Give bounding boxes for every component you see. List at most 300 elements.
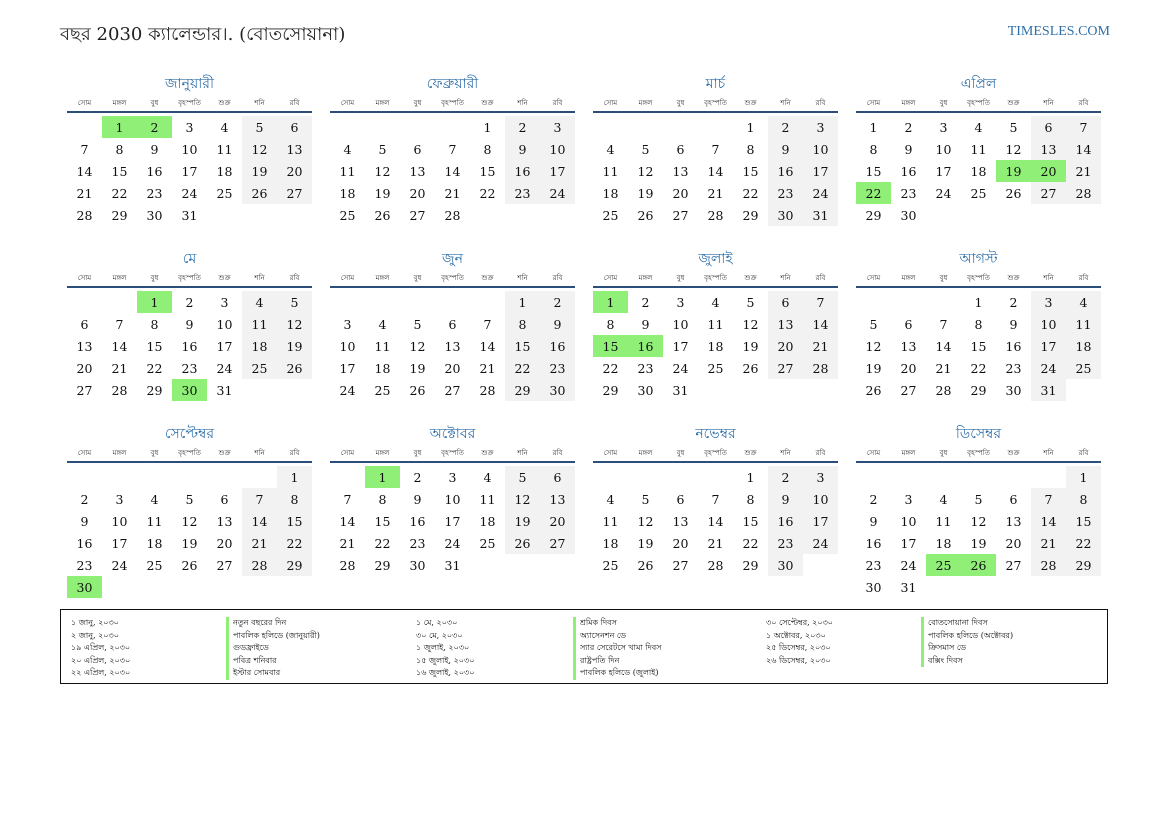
weekday-label: মঙ্গল — [375, 274, 390, 282]
day-cell: 10 — [803, 138, 838, 160]
day-cell: 19 — [637, 535, 654, 551]
day-cell: 29 — [865, 207, 882, 223]
day-cell: 25 — [216, 185, 233, 201]
day-cell: 26 — [374, 207, 391, 223]
day-cell: 31 — [803, 204, 838, 226]
empty-cell — [67, 291, 102, 313]
weekday-label: সোম — [603, 99, 618, 107]
month-block — [856, 425, 1101, 598]
day-cell: 19 — [865, 360, 882, 376]
day-cell: 5 — [505, 466, 540, 488]
weekday-label: শুক্র — [218, 274, 231, 282]
holiday-day-cell: 19 — [996, 160, 1031, 182]
day-cell: 6 — [540, 466, 575, 488]
weekday-label: শুক্র — [218, 449, 231, 457]
empty-cell — [628, 116, 663, 138]
day-cell: 28 — [444, 207, 461, 223]
day-cell: 3 — [904, 491, 913, 507]
day-cell: 15 — [146, 338, 163, 354]
month-name: জুলাই — [698, 251, 733, 267]
day-cell: 19 — [742, 338, 759, 354]
day-cell: 11 — [242, 313, 277, 335]
day-cell: 23 — [768, 532, 803, 554]
day-cell: 8 — [277, 488, 312, 510]
day-cell: 7 — [448, 141, 457, 157]
day-cell: 21 — [111, 360, 128, 376]
day-cell: 28 — [76, 207, 93, 223]
day-cell: 3 — [803, 466, 838, 488]
empty-cell — [102, 291, 137, 313]
weekday-label: বৃহস্পতি — [704, 449, 727, 457]
holiday-date: ৩০ সেপ্টেম্বর, ২০৩০ — [766, 618, 833, 627]
day-cell: 6 — [220, 491, 229, 507]
day-cell: 27 — [216, 557, 233, 573]
day-cell: 3 — [115, 491, 124, 507]
day-cell: 21 — [707, 535, 724, 551]
site-link[interactable]: TIMESLES.COM — [1007, 24, 1110, 39]
day-cell: 16 — [865, 535, 882, 551]
weekday-label: বৃহস্পতি — [967, 274, 990, 282]
holiday-date: ২৫ ডিসেম্বর, ২০৩০ — [766, 643, 831, 652]
day-cell: 14 — [803, 313, 838, 335]
holiday-date: ১ অক্টোবর, ২০৩০ — [766, 630, 826, 640]
day-cell: 21 — [803, 335, 838, 357]
holiday-date: ১ জুলাই, ২০৩০ — [416, 643, 470, 652]
day-cell: 29 — [111, 207, 128, 223]
empty-cell — [330, 466, 365, 488]
holiday-name: পাবলিক হলিডে (জুলাই) — [580, 668, 659, 677]
day-cell: 8 — [974, 316, 983, 332]
holiday-name: নতুন বছরের দিন — [233, 618, 287, 627]
weekday-label: রবি — [815, 274, 826, 282]
day-cell: 2 — [413, 469, 422, 485]
day-cell: 10 — [540, 138, 575, 160]
day-grid — [67, 116, 312, 226]
day-cell: 30 — [637, 382, 654, 398]
day-cell: 21 — [935, 360, 952, 376]
day-cell: 14 — [111, 338, 128, 354]
day-cell: 7 — [483, 316, 492, 332]
day-cell: 4 — [711, 294, 720, 310]
day-cell: 20 — [277, 160, 312, 182]
day-cell: 21 — [1031, 532, 1066, 554]
month-block — [593, 425, 838, 576]
day-cell: 9 — [540, 313, 575, 335]
weekday-label: রবি — [552, 274, 563, 282]
day-cell: 9 — [768, 138, 803, 160]
month-block — [593, 250, 838, 401]
weekday-label: মঙ্গল — [375, 99, 390, 107]
day-cell: 25 — [602, 557, 619, 573]
day-grid — [593, 291, 838, 401]
day-cell: 10 — [1031, 313, 1066, 335]
weekday-label: শুক্র — [1007, 99, 1020, 107]
day-cell: 26 — [1005, 185, 1022, 201]
day-cell: 5 — [277, 291, 312, 313]
day-cell: 14 — [76, 163, 93, 179]
weekday-label: শুক্র — [744, 449, 757, 457]
day-cell: 30 — [768, 554, 803, 576]
day-cell: 16 — [505, 160, 540, 182]
holiday-date-column — [766, 617, 833, 667]
day-cell: 12 — [1005, 141, 1022, 157]
day-cell: 5 — [869, 316, 878, 332]
day-cell: 5 — [1009, 119, 1018, 135]
weekday-label: রবি — [1078, 449, 1089, 457]
weekday-header — [856, 447, 1101, 463]
weekday-label: বুধ — [939, 99, 948, 107]
empty-cell — [961, 466, 996, 488]
month-name: সেপ্টেম্বর — [164, 426, 215, 442]
empty-cell — [1031, 466, 1066, 488]
holiday-day-cell: 30 — [172, 379, 207, 401]
day-cell: 21 — [242, 532, 277, 554]
day-cell: 26 — [742, 360, 759, 376]
day-cell: 31 — [1031, 379, 1066, 401]
day-cell: 4 — [1066, 291, 1101, 313]
day-cell: 19 — [242, 160, 277, 182]
holiday-date: ২২ এপ্রিল, ২০৩০ — [71, 668, 131, 677]
day-cell: 2 — [768, 466, 803, 488]
holiday-day-cell: 1 — [137, 291, 172, 313]
day-cell: 5 — [378, 141, 387, 157]
day-cell: 25 — [1066, 357, 1101, 379]
day-cell: 31 — [216, 382, 233, 398]
empty-cell — [400, 291, 435, 313]
day-cell: 27 — [1005, 557, 1022, 573]
holiday-day-cell: 26 — [961, 554, 996, 576]
day-cell: 7 — [711, 491, 720, 507]
weekday-label: মঙ্গল — [112, 449, 127, 457]
holiday-day-cell: 1 — [365, 466, 400, 488]
day-cell: 18 — [374, 360, 391, 376]
day-cell: 23 — [146, 185, 163, 201]
day-cell: 20 — [672, 535, 689, 551]
day-cell: 19 — [637, 185, 654, 201]
day-cell: 15 — [479, 163, 496, 179]
day-cell: 26 — [637, 557, 654, 573]
month-name: আগস্ট — [959, 251, 998, 267]
day-cell: 20 — [76, 360, 93, 376]
day-grid — [593, 466, 838, 576]
day-cell: 18 — [970, 163, 987, 179]
day-cell: 19 — [409, 360, 426, 376]
weekday-label: সোম — [866, 274, 881, 282]
day-cell: 23 — [181, 360, 198, 376]
day-cell: 3 — [1031, 291, 1066, 313]
day-cell: 22 — [479, 185, 496, 201]
empty-cell — [891, 466, 926, 488]
day-cell: 18 — [707, 338, 724, 354]
day-grid — [593, 116, 838, 226]
day-cell: 10 — [444, 491, 461, 507]
day-cell: 14 — [707, 163, 724, 179]
day-cell: 14 — [242, 510, 277, 532]
weekday-label: বৃহস্পতি — [178, 274, 201, 282]
day-cell: 31 — [672, 382, 689, 398]
holiday-name: বক্সিং দিবস — [928, 655, 963, 665]
weekday-label: বুধ — [676, 99, 685, 107]
empty-cell — [891, 291, 926, 313]
day-cell: 10 — [935, 141, 952, 157]
day-cell: 28 — [707, 207, 724, 223]
weekday-label: সোম — [77, 449, 92, 457]
day-cell: 6 — [1031, 116, 1066, 138]
holiday-legend — [60, 609, 1108, 684]
empty-cell — [330, 291, 365, 313]
day-cell: 24 — [216, 360, 233, 376]
day-cell: 21 — [479, 360, 496, 376]
day-cell: 9 — [150, 141, 159, 157]
weekday-label: শনি — [517, 449, 528, 457]
day-cell: 7 — [80, 141, 89, 157]
day-cell: 5 — [641, 141, 650, 157]
weekday-label: শুক্র — [218, 99, 231, 107]
day-cell: 13 — [216, 513, 233, 529]
day-cell: 17 — [900, 535, 917, 551]
day-cell: 11 — [374, 338, 391, 354]
day-cell: 29 — [742, 557, 759, 573]
day-cell: 7 — [803, 291, 838, 313]
day-cell: 4 — [606, 141, 615, 157]
day-cell: 25 — [146, 557, 163, 573]
day-cell: 22 — [742, 185, 759, 201]
holiday-date-column — [416, 617, 474, 680]
weekday-label: মঙ্গল — [901, 274, 916, 282]
day-cell: 13 — [76, 338, 93, 354]
holiday-day-cell: 1 — [593, 291, 628, 313]
day-cell: 17 — [803, 160, 838, 182]
day-cell: 3 — [220, 294, 229, 310]
day-cell: 26 — [409, 382, 426, 398]
holiday-name: পবিত্র শনিবার — [233, 655, 277, 665]
day-cell: 1 — [483, 119, 492, 135]
weekday-header — [330, 272, 575, 288]
weekday-label: শনি — [1043, 449, 1054, 457]
day-cell: 28 — [479, 382, 496, 398]
day-cell: 6 — [413, 141, 422, 157]
month-name: মে — [182, 251, 197, 267]
day-cell: 7 — [939, 316, 948, 332]
day-cell: 7 — [1066, 116, 1101, 138]
holiday-name: স্যার সেরেটসে খামা দিবস — [580, 643, 662, 652]
day-cell: 24 — [444, 535, 461, 551]
weekday-header — [67, 447, 312, 463]
day-cell: 15 — [1066, 510, 1101, 532]
weekday-label: শনি — [780, 274, 791, 282]
day-cell: 4 — [220, 119, 229, 135]
empty-cell — [365, 291, 400, 313]
day-grid — [67, 466, 312, 598]
day-cell: 25 — [339, 207, 356, 223]
weekday-label: মঙ্গল — [638, 274, 653, 282]
weekday-header — [593, 272, 838, 288]
day-cell: 21 — [1066, 160, 1101, 182]
day-cell: 23 — [900, 185, 917, 201]
day-cell: 16 — [409, 513, 426, 529]
day-cell: 21 — [707, 185, 724, 201]
weekday-label: বুধ — [676, 449, 685, 457]
day-grid — [330, 116, 575, 226]
weekday-label: শনি — [1043, 99, 1054, 107]
day-cell: 5 — [242, 116, 277, 138]
month-name: ফেব্রুয়ারী — [426, 76, 479, 92]
empty-cell — [926, 466, 961, 488]
day-cell: 6 — [768, 291, 803, 313]
weekday-header — [593, 97, 838, 113]
day-cell: 17 — [672, 338, 689, 354]
day-cell: 6 — [277, 116, 312, 138]
weekday-header — [67, 272, 312, 288]
day-cell: 30 — [540, 379, 575, 401]
day-cell: 23 — [409, 535, 426, 551]
day-cell: 25 — [970, 185, 987, 201]
day-cell: 12 — [865, 338, 882, 354]
day-cell: 17 — [935, 163, 952, 179]
day-cell: 15 — [742, 163, 759, 179]
holiday-name: বোতসোয়ানা দিবস — [928, 618, 988, 627]
month-name: ডিসেম্বর — [955, 426, 1002, 442]
day-cell: 27 — [672, 557, 689, 573]
day-cell: 30 — [409, 557, 426, 573]
weekday-label: সোম — [603, 274, 618, 282]
month-block — [856, 75, 1101, 226]
day-cell: 12 — [637, 163, 654, 179]
day-cell: 13 — [672, 163, 689, 179]
empty-cell — [856, 291, 891, 313]
weekday-label: মঙ্গল — [112, 99, 127, 107]
day-cell: 29 — [505, 379, 540, 401]
day-cell: 5 — [641, 491, 650, 507]
day-cell: 2 — [505, 116, 540, 138]
day-cell: 8 — [746, 141, 755, 157]
weekday-label: বুধ — [413, 449, 422, 457]
empty-cell — [207, 466, 242, 488]
day-grid — [67, 291, 312, 401]
day-cell: 12 — [637, 513, 654, 529]
day-cell: 16 — [1005, 338, 1022, 354]
day-cell: 30 — [146, 207, 163, 223]
day-cell: 5 — [746, 294, 755, 310]
weekday-label: শনি — [517, 99, 528, 107]
day-cell: 16 — [540, 335, 575, 357]
day-grid — [330, 466, 575, 576]
day-cell: 18 — [146, 535, 163, 551]
day-cell: 8 — [115, 141, 124, 157]
weekday-label: শনি — [254, 99, 265, 107]
day-cell: 8 — [483, 141, 492, 157]
day-cell: 18 — [479, 513, 496, 529]
day-cell: 26 — [865, 382, 882, 398]
day-cell: 25 — [242, 357, 277, 379]
weekday-label: শনি — [1043, 274, 1054, 282]
day-cell: 9 — [641, 316, 650, 332]
day-cell: 27 — [444, 382, 461, 398]
empty-cell — [663, 466, 698, 488]
day-grid — [856, 466, 1101, 598]
empty-cell — [926, 291, 961, 313]
day-cell: 20 — [540, 510, 575, 532]
empty-cell — [856, 466, 891, 488]
day-cell: 7 — [1031, 488, 1066, 510]
day-cell: 1 — [505, 291, 540, 313]
day-cell: 25 — [374, 382, 391, 398]
day-cell: 22 — [742, 535, 759, 551]
day-cell: 13 — [1031, 138, 1066, 160]
month-block — [593, 75, 838, 226]
month-name: মার্চ — [705, 76, 726, 92]
weekday-header — [330, 97, 575, 113]
month-block — [67, 75, 312, 226]
day-cell: 8 — [869, 141, 878, 157]
day-cell: 16 — [900, 163, 917, 179]
day-cell: 18 — [602, 185, 619, 201]
weekday-label: শনি — [517, 274, 528, 282]
weekday-label: বৃহস্পতি — [704, 274, 727, 282]
day-cell: 11 — [146, 513, 163, 529]
day-cell: 14 — [935, 338, 952, 354]
weekday-label: মঙ্গল — [112, 274, 127, 282]
month-name: এপ্রিল — [960, 76, 997, 92]
month-block — [330, 250, 575, 401]
day-cell: 25 — [707, 360, 724, 376]
day-cell: 17 — [803, 510, 838, 532]
day-cell: 6 — [448, 316, 457, 332]
weekday-label: মঙ্গল — [375, 449, 390, 457]
day-cell: 15 — [865, 163, 882, 179]
holiday-day-cell: 20 — [1031, 160, 1066, 182]
day-cell: 24 — [1031, 357, 1066, 379]
weekday-label: বুধ — [150, 274, 159, 282]
day-cell: 8 — [606, 316, 615, 332]
empty-cell — [330, 116, 365, 138]
day-cell: 8 — [150, 316, 159, 332]
weekday-label: রবি — [1078, 274, 1089, 282]
weekday-label: রবি — [289, 449, 300, 457]
day-cell: 14 — [1031, 510, 1066, 532]
day-grid — [330, 291, 575, 401]
holiday-name: পাবলিক হলিডে (জানুয়ারী) — [233, 630, 320, 640]
day-cell: 23 — [76, 557, 93, 573]
month-name: অক্টোবর — [429, 426, 476, 442]
day-cell: 28 — [111, 382, 128, 398]
day-cell: 2 — [540, 291, 575, 313]
day-cell: 19 — [970, 535, 987, 551]
day-cell: 3 — [343, 316, 352, 332]
day-cell: 31 — [900, 579, 917, 595]
day-cell: 27 — [409, 207, 426, 223]
month-block — [330, 75, 575, 226]
day-cell: 26 — [277, 357, 312, 379]
weekday-label: শনি — [780, 449, 791, 457]
weekday-label: বৃহস্পতি — [178, 99, 201, 107]
weekday-label: শনি — [254, 449, 265, 457]
empty-cell — [663, 116, 698, 138]
weekday-header — [330, 447, 575, 463]
day-cell: 2 — [1009, 294, 1018, 310]
holiday-name-column — [921, 617, 1013, 667]
empty-cell — [137, 466, 172, 488]
day-cell: 28 — [242, 554, 277, 576]
day-cell: 21 — [339, 535, 356, 551]
day-cell: 26 — [181, 557, 198, 573]
weekday-label: বৃহস্পতি — [441, 99, 464, 107]
weekday-label: বুধ — [413, 274, 422, 282]
holiday-date: ৩০ মে, ২০৩০ — [416, 630, 463, 640]
day-cell: 29 — [146, 382, 163, 398]
day-cell: 17 — [444, 513, 461, 529]
weekday-label: বুধ — [939, 274, 948, 282]
